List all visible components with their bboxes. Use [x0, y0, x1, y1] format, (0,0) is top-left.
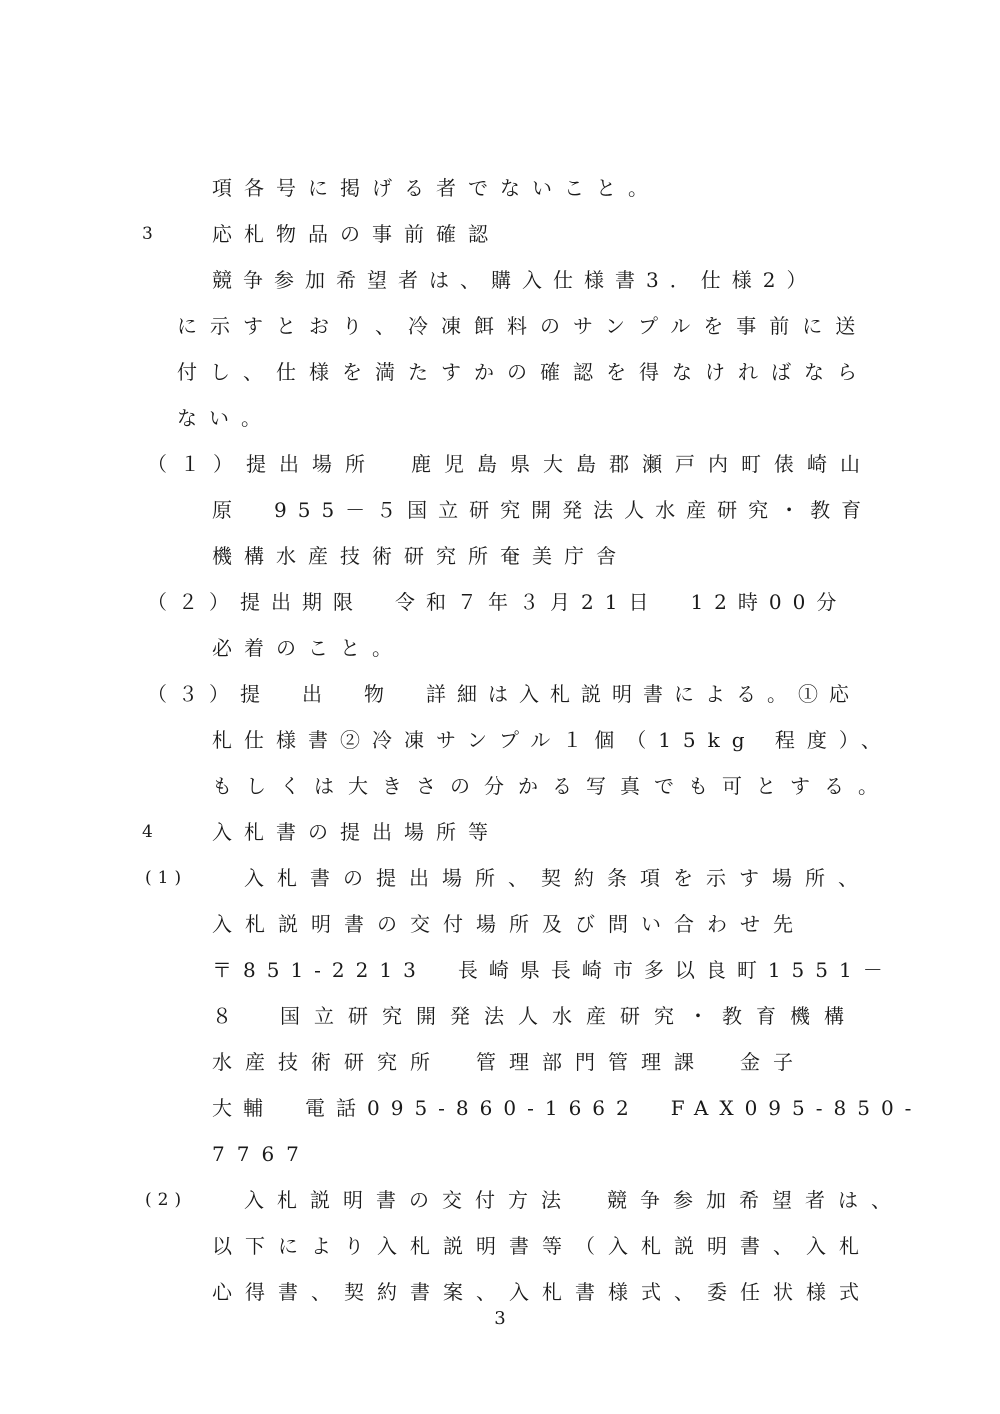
text-line: 入札説明書の交付方法 競争参加希望者は、: [244, 1188, 904, 1212]
text-line: 以下により入札説明書等（入札説明書、入札: [212, 1234, 872, 1258]
text-line: ない。: [177, 406, 273, 430]
text-line: 項各号に掲げる者でないこと。: [212, 176, 660, 200]
section-number: 3: [142, 224, 153, 244]
text-line: ８ 国立研究開発法人水産研究・教育機構: [212, 1004, 858, 1028]
text-line: （１）提出場所 鹿児島県大島郡瀬戸内町俵崎山: [147, 452, 873, 476]
section-number: 4: [142, 822, 153, 842]
section-heading: 応札物品の事前確認: [212, 222, 500, 246]
text-line: 原 955－５国立研究開発法人水産研究・教育: [212, 498, 873, 522]
text-line: 入札書の提出場所、契約条項を示す場所、: [244, 866, 871, 890]
text-line: に示すとおり、冷凍餌料のサンプルを事前に送: [177, 314, 869, 338]
text-line: 7767: [212, 1142, 311, 1166]
item-number: (1): [145, 868, 188, 888]
text-line: （２）提出期限 令和７年３月21日 12時00分: [147, 590, 848, 614]
text-line: （３）提 出 物 詳細は入札説明書による。①応: [147, 682, 860, 706]
text-line: 大輔 電話095-860-1662 FAX095-850-: [212, 1096, 923, 1120]
text-line: 機構水産技術研究所奄美庁舎: [212, 544, 628, 568]
text-line: 札仕様書②冷凍サンプル１個（15kg 程度）、: [212, 728, 893, 752]
text-line: もしくは大きさの分かる写真でも可とする。: [212, 774, 892, 798]
text-line: 競争参加希望者は、購入仕様書3．仕様2）: [212, 268, 818, 292]
text-line: 必着のこと。: [212, 636, 404, 660]
text-line: 入札説明書の交付場所及び問い合わせ先: [212, 912, 806, 936]
page-number: 3: [494, 1308, 506, 1329]
text-line: 心得書、契約書案、入札書様式、委任状様式: [212, 1280, 872, 1304]
text-line: 水産技術研究所 管理部門管理課 金子: [212, 1050, 806, 1074]
item-number: (2): [145, 1190, 188, 1210]
text-line: 〒851-2213 長崎県長崎市多以良町1551－: [212, 958, 894, 982]
section-heading: 入札書の提出場所等: [212, 820, 500, 844]
text-line: 付し、仕様を満たすかの確認を得なければなら: [177, 360, 870, 384]
